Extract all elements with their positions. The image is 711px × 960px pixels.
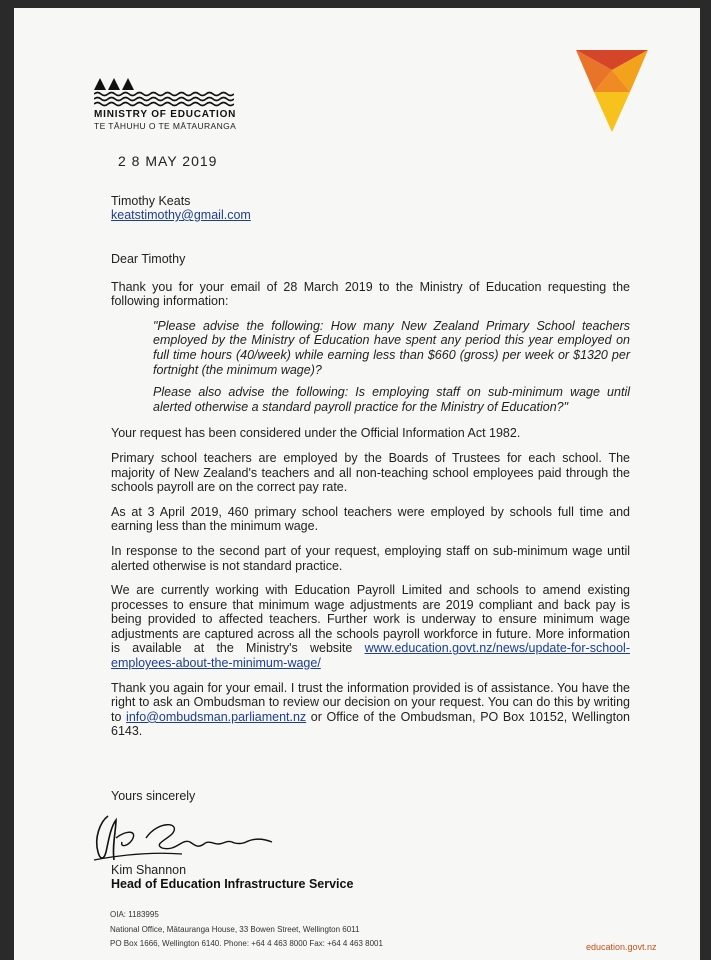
recipient-name: Timothy Keats bbox=[111, 194, 191, 208]
footer-address: National Office, Mātauranga House, 33 Bowen Street, Wellington 6011 bbox=[110, 924, 360, 934]
paragraph-ombudsman-text: Thank you again for your email. I trust the information provided is of assistance. You have the right to ask an Ombudsman to review our decision on your request. You can do this by writing to bbox=[111, 680, 630, 724]
letter-page bbox=[14, 8, 700, 960]
brand-triangle-icon bbox=[576, 48, 648, 132]
signatory-title: Head of Education Infrastructure Service bbox=[111, 877, 354, 891]
footer-oia: OIA: 1183995 bbox=[110, 910, 159, 919]
paragraph-oia: Your request has been considered under the Official Information Act 1982. bbox=[111, 426, 521, 441]
footer-block bbox=[110, 908, 383, 952]
footer-postal: PO Box 1666, Wellington 6140. Phone: +64 4 463 8000 Fax: +64 4 463 8001 bbox=[110, 939, 383, 948]
ministry-logo-waves-icon bbox=[94, 91, 234, 107]
paragraph-employment: Primary school teachers are employed by the Boards of Trustees for each school. The majority of New Zealand's teachers and all non-teaching school employees paid through the schools payroll are on the correct pay rate. bbox=[111, 450, 630, 495]
org-maori-name: TE TĀHUHU O TE MĀTAURANGA bbox=[94, 121, 237, 131]
ministry-website-link[interactable]: www.education.govt.nz/news/update-for-school-employees-about-the-minimum-wage/ bbox=[111, 641, 630, 671]
footer-website-link[interactable]: education.govt.nz bbox=[586, 942, 657, 952]
quoted-request-2: Please also advise the following: Is employing staff on sub-minimum wage until alerted otherwise a standard payroll practice for the Ministry of Education?" bbox=[153, 385, 630, 414]
signature-image bbox=[86, 808, 296, 868]
closing: Yours sincerely bbox=[111, 789, 196, 803]
paragraph-count: As at 3 April 2019, 460 primary school teachers were employed by schools full time and earning less than the minimum wage. bbox=[111, 504, 630, 534]
signatory-name: Kim Shannon bbox=[111, 863, 187, 877]
org-name: MINISTRY OF EDUCATION bbox=[94, 109, 237, 120]
paragraph-practice: In response to the second part of your request, employing staff on sub-minimum wage until alerted otherwise is not standard practice. bbox=[111, 543, 630, 573]
paragraph-ombudsman-end: or Office of the Ombudsman, PO Box 10152, Wellington 6143. bbox=[111, 709, 631, 739]
intro-paragraph: Thank you for your email of 28 March 2019 to the Ministry of Education requesting the following information: bbox=[111, 279, 630, 309]
greeting: Dear Timothy bbox=[111, 252, 186, 266]
letter-body bbox=[111, 252, 630, 749]
ministry-logo-icon bbox=[94, 70, 136, 92]
letter-date: 2 8 MAY 2019 bbox=[118, 153, 218, 169]
recipient-block bbox=[111, 194, 251, 222]
paragraph-payroll bbox=[111, 583, 630, 671]
quoted-request-1: "Please advise the following: How many New Zealand Primary School teachers employed by the Ministry of Education have spent any period this year employed on full time hours (40/week) while earning less than $660 (gross) per week or $1320 per fortnight (the minimum wage)? bbox=[153, 318, 630, 377]
ombudsman-email-link[interactable]: info@ombudsman.parliament.nz bbox=[126, 709, 307, 724]
paragraph-payroll-text: We are currently working with Education Payroll Limited and schools to amend existing processes to ensure that minimum wage adjustments are 2019 compliant and back pay is being provided to affected teachers. Further work is underway to ensure minimum wage adjustments are captured across all the schools payroll workforce in future. More information is available at the Ministry's website bbox=[111, 583, 630, 656]
recipient-email[interactable]: keatstimothy@gmail.com bbox=[111, 208, 251, 222]
paragraph-ombudsman bbox=[111, 681, 630, 739]
